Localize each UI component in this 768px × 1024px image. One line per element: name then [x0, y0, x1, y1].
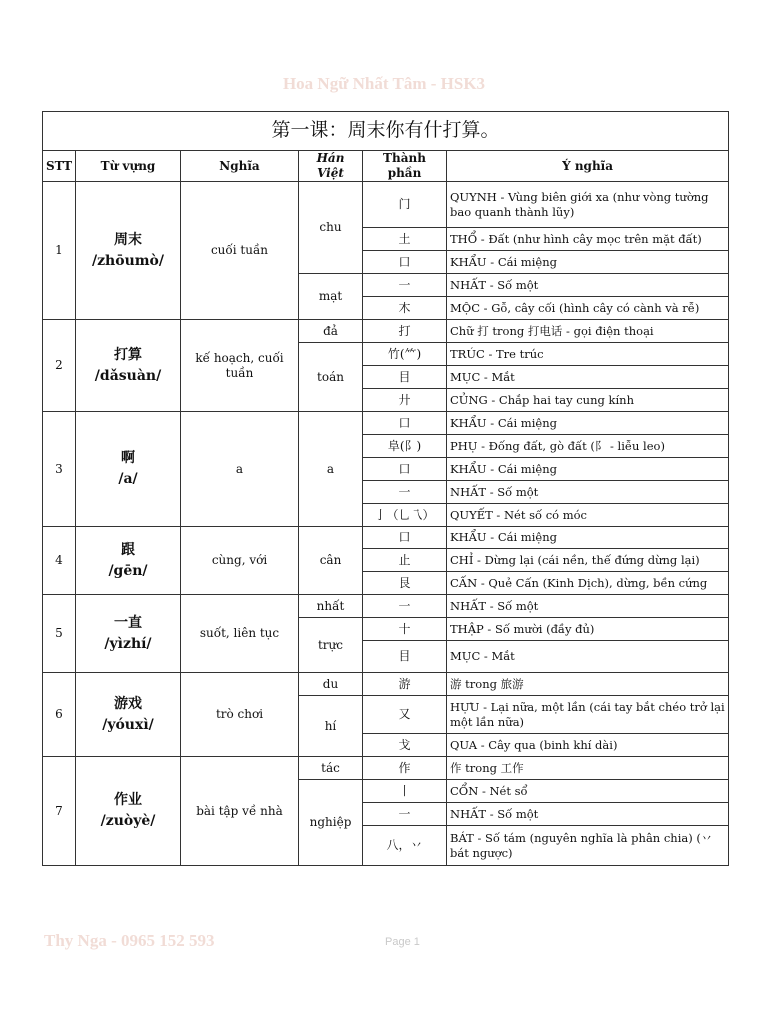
han-viet-reading: đả — [299, 320, 363, 343]
word-pinyin: /zhōumò/ — [91, 252, 165, 269]
header-han-viet: Hán Việt — [299, 151, 363, 182]
component-character: 游 — [363, 673, 447, 696]
component-character: 一 — [363, 595, 447, 618]
component-character: 土 — [363, 228, 447, 251]
han-viet-reading: a — [299, 412, 363, 527]
word-meaning: cuối tuần — [181, 182, 299, 320]
footer-page-number: Page 1 — [385, 936, 420, 948]
component-explanation: NHẤT - Số một — [447, 803, 729, 826]
word-hanzi: 周末 — [114, 231, 142, 248]
table-row — [43, 412, 729, 435]
component-explanation: BÁT - Số tám (nguyên nghĩa là phân chia) (丷 bát ngược) — [447, 826, 729, 866]
component-explanation: Chữ 打 trong 打电话 - gọi điện thoại — [447, 320, 729, 343]
component-character: 十 — [363, 618, 447, 641]
component-character: 八，丷 — [363, 826, 447, 866]
component-character: 目 — [363, 641, 447, 673]
word-pinyin: /zuòyè/ — [100, 813, 156, 829]
component-character: 一 — [363, 803, 447, 826]
han-viet-reading: du — [299, 673, 363, 696]
component-character: 廾 — [363, 389, 447, 412]
word-meaning: trò chơi — [181, 673, 299, 757]
han-viet-reading: trực — [299, 618, 363, 673]
row-number: 4 — [43, 527, 76, 595]
row-number: 3 — [43, 412, 76, 527]
component-character: 作 — [363, 757, 447, 780]
word-pinyin: /dǎsuàn/ — [94, 367, 162, 384]
table-row — [43, 757, 729, 780]
row-number: 6 — [43, 673, 76, 757]
han-viet-reading: toán — [299, 343, 363, 412]
component-explanation: TRÚC - Tre trúc — [447, 343, 729, 366]
vocabulary-body — [43, 182, 729, 866]
component-character: 戈 — [363, 734, 447, 757]
component-explanation: HỰU - Lại nữa, một lần (cái tay bắt chéo trở lại một lần nữa) — [447, 696, 729, 734]
component-character: 亅（乚乁） — [363, 504, 447, 527]
word-meaning: kế hoạch, cuối tuần — [181, 320, 299, 412]
word-meaning: suốt, liên tục — [181, 595, 299, 673]
component-explanation: KHẨU - Cái miệng — [447, 412, 729, 435]
component-explanation: QUYẾT - Nét số có móc — [447, 504, 729, 527]
vocabulary-word — [76, 412, 181, 527]
component-explanation: NHẤT - Số một — [447, 481, 729, 504]
word-hanzi: 啊 — [121, 450, 135, 466]
han-viet-reading: tác — [299, 757, 363, 780]
header-components: Thành phần — [363, 151, 447, 182]
component-character: 口 — [363, 412, 447, 435]
component-character: 阜(阝) — [363, 435, 447, 458]
table-row — [43, 595, 729, 618]
component-character: 打 — [363, 320, 447, 343]
han-viet-reading: mạt — [299, 274, 363, 320]
component-character: 竹(⺮) — [363, 343, 447, 366]
component-explanation: THỔ - Đất (như hình cây mọc trên mặt đất) — [447, 228, 729, 251]
word-hanzi: 作业 — [114, 792, 142, 808]
watermark-text: Hoa Ngữ Nhất Tâm - HSK3 — [282, 74, 486, 93]
word-hanzi: 游戏 — [114, 695, 142, 712]
word-meaning: cùng, với — [181, 527, 299, 595]
header-meaning: Nghĩa — [181, 151, 299, 182]
han-viet-reading: chu — [299, 182, 363, 274]
footer-contact: Thy Nga - 0965 152 593 — [44, 931, 215, 950]
component-character: 艮 — [363, 572, 447, 595]
component-explanation: MỤC - Mắt — [447, 641, 729, 673]
table-row — [43, 673, 729, 696]
component-character: 口 — [363, 458, 447, 481]
table-row — [43, 320, 729, 343]
word-hanzi: 一直 — [114, 614, 142, 631]
word-pinyin: /a/ — [118, 471, 138, 487]
component-character: 口 — [363, 527, 447, 549]
word-pinyin: /gēn/ — [108, 562, 148, 579]
vocabulary-table — [42, 111, 729, 866]
component-explanation: CẤN - Quẻ Cấn (Kinh Dịch), dừng, bền cứng — [447, 572, 729, 595]
lesson-title: 第一课：周末你有什打算。 — [43, 112, 729, 151]
component-explanation: NHẤT - Số một — [447, 595, 729, 618]
component-explanation: THẬP - Số mười (đầy đủ) — [447, 618, 729, 641]
component-explanation: KHẨU - Cái miệng — [447, 251, 729, 274]
row-number: 2 — [43, 320, 76, 412]
component-character: 又 — [363, 696, 447, 734]
component-explanation: CỔN - Nét sổ — [447, 780, 729, 803]
component-explanation: MỘC - Gỗ, cây cối (hình cây có cành và rễ) — [447, 297, 729, 320]
table-header-row — [43, 151, 729, 182]
component-explanation: 游 trong 旅游 — [447, 673, 729, 696]
component-explanation: NHẤT - Số một — [447, 274, 729, 297]
han-viet-reading: cân — [299, 527, 363, 595]
component-explanation: 作 trong 工作 — [447, 757, 729, 780]
row-number: 5 — [43, 595, 76, 673]
component-explanation: PHỤ - Đống đất, gò đất (阝 - liễu leo) — [447, 435, 729, 458]
component-explanation: MỤC - Mắt — [447, 366, 729, 389]
vocabulary-word — [76, 673, 181, 757]
word-meaning: bài tập về nhà — [181, 757, 299, 866]
han-viet-reading: hí — [299, 696, 363, 757]
vocabulary-word — [76, 595, 181, 673]
component-explanation: KHẨU - Cái miệng — [447, 527, 729, 549]
component-character: 一 — [363, 274, 447, 297]
word-hanzi: 跟 — [121, 541, 135, 558]
component-character: 丨 — [363, 780, 447, 803]
component-character: 一 — [363, 481, 447, 504]
vocabulary-word — [76, 182, 181, 320]
vocabulary-word — [76, 527, 181, 595]
table-row — [43, 182, 729, 228]
word-pinyin: /yìzhí/ — [104, 635, 152, 652]
component-explanation: CHỈ - Dừng lại (cái nền, thế đứng dừng lại) — [447, 549, 729, 572]
component-character: 门 — [363, 182, 447, 228]
word-pinyin: /yóuxì/ — [102, 716, 154, 733]
vocabulary-word — [76, 320, 181, 412]
component-explanation: QUA - Cây qua (binh khí dài) — [447, 734, 729, 757]
header-vocabulary: Từ vựng — [76, 151, 181, 182]
han-viet-reading: nghiệp — [299, 780, 363, 866]
han-viet-reading: nhất — [299, 595, 363, 618]
header-explanation: Ý nghĩa — [447, 151, 729, 182]
component-character: 口 — [363, 251, 447, 274]
row-number: 7 — [43, 757, 76, 866]
header-stt: STT — [43, 151, 76, 182]
component-explanation: QUYNH - Vùng biên giới xa (như vòng tường bao quanh thành lũy) — [447, 182, 729, 228]
component-explanation: CỦNG - Chắp hai tay cung kính — [447, 389, 729, 412]
component-character: 木 — [363, 297, 447, 320]
word-hanzi: 打算 — [114, 346, 142, 363]
vocabulary-word — [76, 757, 181, 866]
component-character: 止 — [363, 549, 447, 572]
table-row — [43, 527, 729, 549]
component-explanation: KHẨU - Cái miệng — [447, 458, 729, 481]
row-number: 1 — [43, 182, 76, 320]
word-meaning: a — [181, 412, 299, 527]
component-character: 目 — [363, 366, 447, 389]
